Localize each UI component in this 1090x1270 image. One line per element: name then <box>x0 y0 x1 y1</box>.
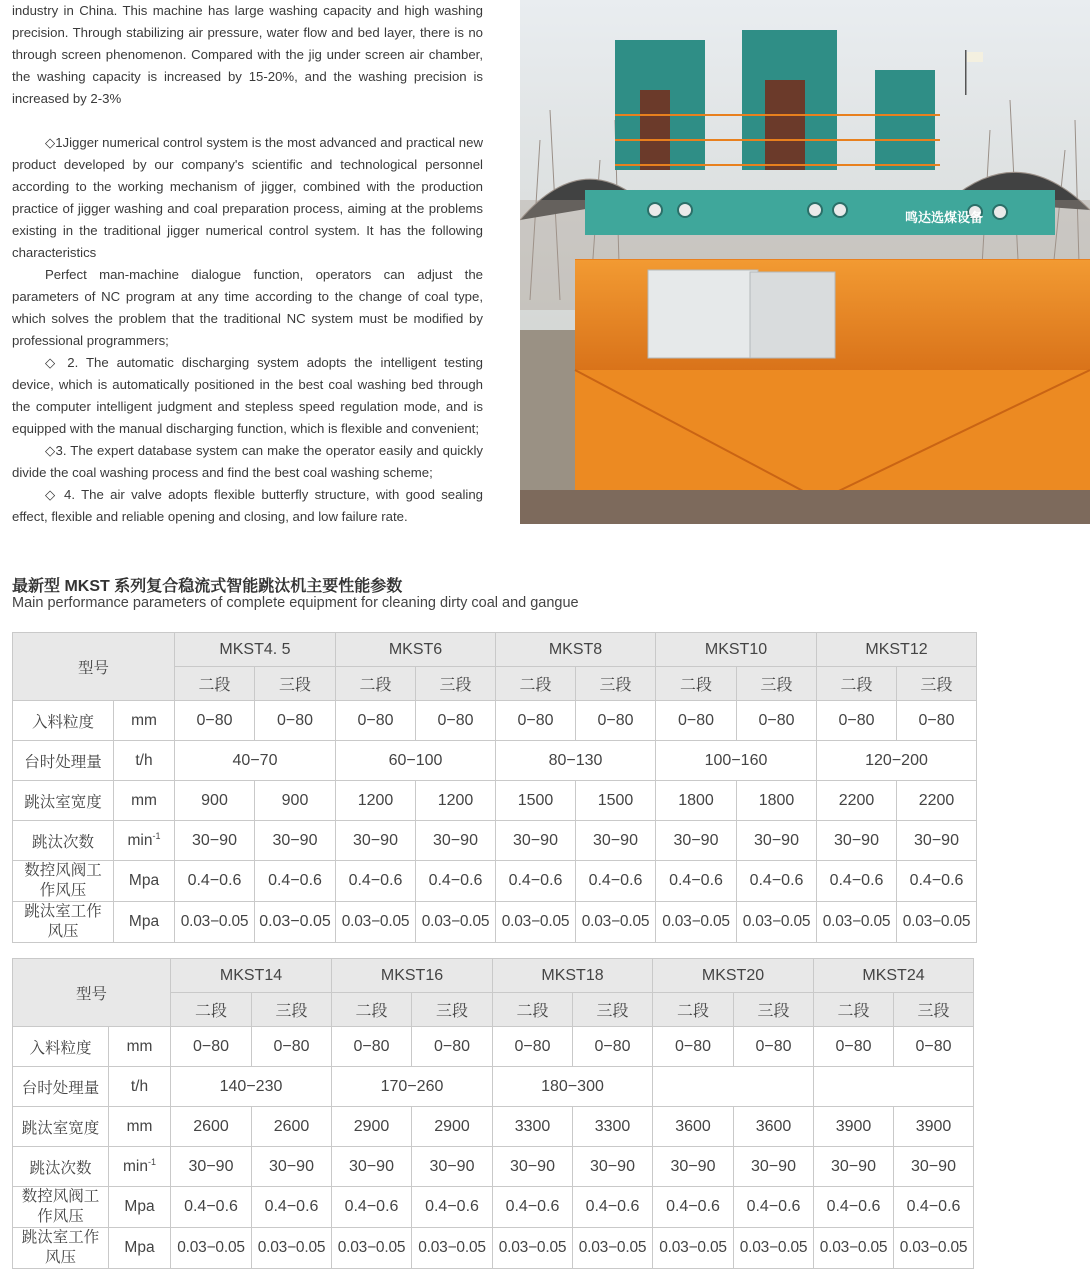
row-unit: Mpa <box>114 861 175 902</box>
row-unit: mm <box>109 1027 171 1067</box>
table-row <box>13 781 977 821</box>
intro-paragraph-6: ◇ 4. The air valve adopts flexible butterfly structure, with good sealing effect, flexible and reliable opening and closing, and low failure rate. <box>12 487 483 524</box>
table-row <box>13 1187 974 1228</box>
table-cell: 0.4−0.6 <box>412 1187 493 1228</box>
table-cell: 0.03−0.05 <box>332 1228 412 1269</box>
intro-paragraph-3: Perfect man-machine dialogue function, operators can adjust the parameters of NC program at any time according to the change of coal type, which solves the problem that the traditional NC system must be modified by professional programmers; <box>12 267 483 348</box>
unit-exponent: -1 <box>147 1156 156 1167</box>
intro-paragraph-1: industry in China. This machine has large washing capacity and high washing precision. Through stabilizing air pressure, water flow and bed layer, there is no through screen phenomenon. Compared with the jig under screen air chamber, the washing capacity is increased by 15-20%, and the washing precision is increased by 2-3% <box>12 3 483 106</box>
model-name: MKST14 <box>171 959 332 993</box>
table-cell: 30−90 <box>894 1147 974 1187</box>
table-row <box>13 1228 974 1269</box>
stage-three: 三段 <box>255 667 336 701</box>
table-cell: 0.03−0.05 <box>496 902 576 943</box>
section-title-cn: 最新型 MKST 系列复合稳流式智能跳汰机主要性能参数 <box>12 578 403 595</box>
table-cell: 0−80 <box>576 701 656 741</box>
table-cell: 0−80 <box>814 1027 894 1067</box>
table-cell: 0−80 <box>255 701 336 741</box>
table-cell: 0.4−0.6 <box>817 861 897 902</box>
table-cell: 30−90 <box>171 1147 252 1187</box>
row-label: 跳汰次数 <box>13 821 114 861</box>
table-cell: 0.4−0.6 <box>814 1187 894 1228</box>
table-cell: 30−90 <box>336 821 416 861</box>
row-label: 入料粒度 <box>13 701 114 741</box>
model-name: MKST6 <box>336 633 496 667</box>
table-cell: 0−80 <box>252 1027 332 1067</box>
stage-two: 二段 <box>817 667 897 701</box>
intro-text <box>12 0 483 528</box>
table-cell: 0.03−0.05 <box>171 1228 252 1269</box>
model-name: MKST12 <box>817 633 977 667</box>
table-cell: 0.03−0.05 <box>336 902 416 943</box>
row-label: 跳汰室工作风压 <box>13 1228 109 1269</box>
stage-two: 二段 <box>656 667 737 701</box>
model-name: MKST24 <box>814 959 974 993</box>
model-header: 型号 <box>13 959 171 1027</box>
row-unit: mm <box>114 701 175 741</box>
unit-exponent: -1 <box>152 830 161 841</box>
table-row <box>13 902 977 943</box>
table-cell: 0−80 <box>493 1027 573 1067</box>
stage-two: 二段 <box>496 667 576 701</box>
table-cell: 0.4−0.6 <box>171 1187 252 1228</box>
table-cell: 0−80 <box>897 701 977 741</box>
table-cell: 0.4−0.6 <box>332 1187 412 1228</box>
row-label: 跳汰室宽度 <box>13 781 114 821</box>
stage-two: 二段 <box>332 993 412 1027</box>
table-cell <box>814 1067 974 1107</box>
table-cell: 0.03−0.05 <box>734 1228 814 1269</box>
table-cell: 100−160 <box>656 741 817 781</box>
intro-paragraph-2: ◇1Jigger numerical control system is the most advanced and practical new product developed by our company's scientific and technological personnel according to the working mechanism of jigger, combined with the production practice of jigger washing and coal preparation process, aiming at the problems existing in the traditional jigger numerical control system. It has the following characteristics <box>12 135 483 260</box>
table-cell: 3900 <box>814 1107 894 1147</box>
row-label: 跳汰次数 <box>13 1147 109 1187</box>
stage-two: 二段 <box>653 993 734 1027</box>
table-row <box>13 821 977 861</box>
table-cell: 3300 <box>573 1107 653 1147</box>
unit-min: min <box>123 1158 148 1176</box>
table-cell: 30−90 <box>737 821 817 861</box>
table-cell: 40−70 <box>175 741 336 781</box>
table-cell: 0−80 <box>175 701 255 741</box>
table-cell: 0.03−0.05 <box>416 902 496 943</box>
table-cell: 0−80 <box>416 701 496 741</box>
table-cell: 0.4−0.6 <box>496 861 576 902</box>
table-cell: 3600 <box>734 1107 814 1147</box>
table-cell: 30−90 <box>493 1147 573 1187</box>
stage-two: 二段 <box>175 667 255 701</box>
table-cell: 0.4−0.6 <box>737 861 817 902</box>
stage-three: 三段 <box>252 993 332 1027</box>
table-cell: 0−80 <box>734 1027 814 1067</box>
table-cell: 0.03−0.05 <box>897 902 977 943</box>
spec-table-2 <box>12 958 974 1269</box>
row-label: 跳汰室工作风压 <box>13 902 114 943</box>
table-cell: 0.03−0.05 <box>175 902 255 943</box>
table-cell: 30−90 <box>653 1147 734 1187</box>
table-cell: 30−90 <box>734 1147 814 1187</box>
table-cell: 0−80 <box>656 701 737 741</box>
stage-three: 三段 <box>573 993 653 1027</box>
table-cell: 0.4−0.6 <box>656 861 737 902</box>
table-cell: 30−90 <box>252 1147 332 1187</box>
table-cell: 30−90 <box>817 821 897 861</box>
table-cell: 0.4−0.6 <box>734 1187 814 1228</box>
table-cell: 30−90 <box>332 1147 412 1187</box>
table-cell: 0.03−0.05 <box>653 1228 734 1269</box>
table-cell: 30−90 <box>416 821 496 861</box>
table-cell: 0.4−0.6 <box>897 861 977 902</box>
table-cell: 0.4−0.6 <box>175 861 255 902</box>
table-cell: 0.03−0.05 <box>493 1228 573 1269</box>
table-cell: 0−80 <box>573 1027 653 1067</box>
table-cell: 0−80 <box>332 1027 412 1067</box>
table-cell: 3900 <box>894 1107 974 1147</box>
intro-paragraph-5: ◇3. The expert database system can make the operator easily and quickly divide the coal washing process and find the best coal washing scheme; <box>12 443 483 480</box>
table-cell: 0.4−0.6 <box>252 1187 332 1228</box>
model-name: MKST16 <box>332 959 493 993</box>
table-cell: 900 <box>255 781 336 821</box>
table-cell: 140−230 <box>171 1067 332 1107</box>
table-cell: 0.03−0.05 <box>656 902 737 943</box>
model-name: MKST8 <box>496 633 656 667</box>
stage-three: 三段 <box>734 993 814 1027</box>
table-cell: 1800 <box>656 781 737 821</box>
row-unit: Mpa <box>109 1187 171 1228</box>
section-title-en: Main performance parameters of complete equipment for cleaning dirty coal and gangue <box>12 595 579 611</box>
table-cell: 0−80 <box>496 701 576 741</box>
stage-two: 二段 <box>814 993 894 1027</box>
table-cell: 0.03−0.05 <box>814 1228 894 1269</box>
table-cell: 30−90 <box>496 821 576 861</box>
table-cell: 0.4−0.6 <box>493 1187 573 1228</box>
table-cell: 180−300 <box>493 1067 653 1107</box>
table-row <box>13 1147 974 1187</box>
row-unit: t/h <box>114 741 175 781</box>
row-unit: mm <box>109 1107 171 1147</box>
table-cell: 0.03−0.05 <box>576 902 656 943</box>
table-cell: 30−90 <box>897 821 977 861</box>
table-cell: 170−260 <box>332 1067 493 1107</box>
model-name: MKST18 <box>493 959 653 993</box>
table-row <box>13 1067 974 1107</box>
intro-paragraph-4: ◇ 2. The automatic discharging system adopts the intelligent testing device, which is automatically positioned in the best coal washing bed through the computer intelligent judgment and stepless speed regulation mode, and is equipped with the manual discharging function, which is flexible and convenient; <box>12 355 483 436</box>
table-row <box>13 741 977 781</box>
table-cell: 0.03−0.05 <box>894 1228 974 1269</box>
stage-three: 三段 <box>576 667 656 701</box>
stage-three: 三段 <box>894 993 974 1027</box>
table-cell: 30−90 <box>656 821 737 861</box>
row-unit: Mpa <box>109 1228 171 1269</box>
table-cell: 30−90 <box>175 821 255 861</box>
table-cell: 0−80 <box>653 1027 734 1067</box>
row-unit: mm <box>114 781 175 821</box>
table-cell: 0.4−0.6 <box>894 1187 974 1228</box>
table-row <box>13 861 977 902</box>
row-label: 数控风阀工作风压 <box>13 1187 109 1228</box>
table-row <box>13 1027 974 1067</box>
table-cell: 0−80 <box>412 1027 493 1067</box>
table-cell: 30−90 <box>576 821 656 861</box>
model-header: 型号 <box>13 633 175 701</box>
table-cell: 1200 <box>336 781 416 821</box>
table-cell: 0.4−0.6 <box>416 861 496 902</box>
table-cell: 1500 <box>576 781 656 821</box>
table-cell: 0.03−0.05 <box>255 902 336 943</box>
table-cell: 120−200 <box>817 741 977 781</box>
table-row <box>13 1107 974 1147</box>
table-cell: 0.4−0.6 <box>336 861 416 902</box>
table-cell: 0.4−0.6 <box>653 1187 734 1228</box>
table-cell: 60−100 <box>336 741 496 781</box>
row-label: 台时处理量 <box>13 741 114 781</box>
table-cell: 30−90 <box>412 1147 493 1187</box>
table-cell: 1500 <box>496 781 576 821</box>
row-unit <box>109 1147 171 1187</box>
row-unit <box>114 821 175 861</box>
table-cell: 0−80 <box>737 701 817 741</box>
table-cell: 0.4−0.6 <box>255 861 336 902</box>
table-cell: 0.03−0.05 <box>817 902 897 943</box>
stage-three: 三段 <box>897 667 977 701</box>
stage-two: 二段 <box>171 993 252 1027</box>
table-cell: 0−80 <box>817 701 897 741</box>
table-cell: 0−80 <box>171 1027 252 1067</box>
stage-three: 三段 <box>412 993 493 1027</box>
table-cell: 0.03−0.05 <box>412 1228 493 1269</box>
row-label: 数控风阀工作风压 <box>13 861 114 902</box>
model-name: MKST20 <box>653 959 814 993</box>
table-cell: 30−90 <box>814 1147 894 1187</box>
table-cell: 1800 <box>737 781 817 821</box>
table-row <box>13 701 977 741</box>
row-label: 跳汰室宽度 <box>13 1107 109 1147</box>
machine-photo <box>520 0 1090 524</box>
stage-two: 二段 <box>336 667 416 701</box>
table-cell <box>653 1067 814 1107</box>
table-cell: 2900 <box>412 1107 493 1147</box>
table-cell: 3600 <box>653 1107 734 1147</box>
row-label: 入料粒度 <box>13 1027 109 1067</box>
table-cell: 0−80 <box>894 1027 974 1067</box>
model-name: MKST10 <box>656 633 817 667</box>
table-cell: 80−130 <box>496 741 656 781</box>
stage-two: 二段 <box>493 993 573 1027</box>
table-cell: 0.4−0.6 <box>576 861 656 902</box>
table-cell: 1200 <box>416 781 496 821</box>
row-unit: t/h <box>109 1067 171 1107</box>
unit-min: min <box>127 832 153 850</box>
brand-text: 鸣达选煤设备 <box>905 211 984 226</box>
table-cell: 2900 <box>332 1107 412 1147</box>
spec-table-1 <box>12 632 977 943</box>
table-cell: 3300 <box>493 1107 573 1147</box>
row-label: 台时处理量 <box>13 1067 109 1107</box>
table-cell: 2200 <box>817 781 897 821</box>
row-unit: Mpa <box>114 902 175 943</box>
table-cell: 2200 <box>897 781 977 821</box>
stage-three: 三段 <box>416 667 496 701</box>
table-cell: 0.03−0.05 <box>573 1228 653 1269</box>
table-cell: 2600 <box>171 1107 252 1147</box>
table-cell: 0.03−0.05 <box>252 1228 332 1269</box>
table-cell: 30−90 <box>255 821 336 861</box>
table-cell: 900 <box>175 781 255 821</box>
table-cell: 0.03−0.05 <box>737 902 817 943</box>
model-name: MKST4. 5 <box>175 633 336 667</box>
table-cell: 2600 <box>252 1107 332 1147</box>
table-cell: 0−80 <box>336 701 416 741</box>
table-cell: 0.4−0.6 <box>573 1187 653 1228</box>
table-cell: 30−90 <box>573 1147 653 1187</box>
stage-three: 三段 <box>737 667 817 701</box>
